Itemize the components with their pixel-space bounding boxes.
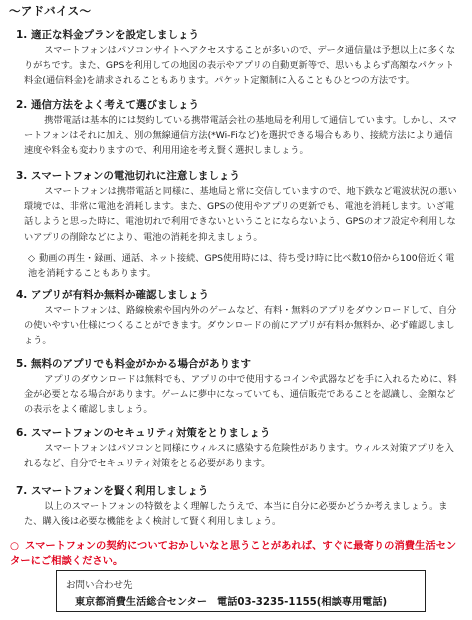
advice-title: 〜アドバイス〜 [9,4,92,18]
section-heading: 2. 通信方法をよく考えて選びましょう [16,99,199,111]
section-heading: 7. スマートフォンを賢く利用しましょう [16,485,209,497]
section-body [24,184,460,281]
circle-icon: ○ [10,540,19,552]
note-text: 動画の再生・録画、通話、ネット接続、GPS使用時には、待ち受け時に比べ数10倍から100倍近く電池を消耗することもあります。 [28,252,455,280]
section-heading: 4. アプリが有料か無料か確認しましょう [16,289,210,301]
consultation-alert [10,539,464,569]
section-body [24,372,460,418]
section-paragraph: スマートフォンはパソコンと同様にウィルスに感染する危険性があります。ウィルス対策アプリを入れるなど、自分でセキュリティ対策をとる必要があります。 [24,443,454,470]
diamond-icon: ◇ [28,252,36,264]
section-paragraph: 以上のスマートフォンの特徴をよく理解したうえで、本当に自分に必要かどうか考えましょう。また、購入後は必要な機能をよく検討して賢く利用しましょう。 [24,501,448,528]
section-paragraph: 携帯電話は基本的には契約している携帯電話会社の基地局を利用して通信しています。しかし、スマートフォンはそれに加え、別の無線通信方法(*Wi-Fiなど)を選択できる場合もあり、接続方法により通信速度や料金も変わりますので、利用用途を考え賢く選択しましょう。 [24,115,457,157]
section-paragraph: アプリのダウンロードは無料でも、アプリの中で使用するコインや武器などを手に入れるために、料金が必要となる場合があります。ゲームに夢中になっていても、通信販売であることを認識し、金額などの表示をよく確認しましょう。 [24,374,457,416]
contact-box [56,570,426,612]
contact-label: お問い合わせ先 [66,580,133,591]
section-paragraph: スマートフォンはパソコンサイトへアクセスすることが多いので、データ通信量は予想以上に多くなりがちです。また、GPSを利用しての地図の表示やアプリの自動更新等で、思いもよらず高額なパケット料金(通信料金)を請求されることもあります。パケット定額制に入ることもひとつの方法です。 [24,45,456,87]
contact-line [75,593,387,608]
section-heading: 1. 適正な料金プランを設定しましょう [16,29,199,41]
section-body [24,113,460,159]
alert-text: スマートフォンの契約についておかしいなと思うことがあれば、すぐに最寄りの消費生活センターにご相談ください。 [10,540,457,567]
section-body [24,303,460,349]
section-heading: 6. スマートフォンのセキュリティ対策をとりましょう [16,427,271,439]
contact-phone: 電話03-3235-1155(相談専用電話) [217,597,388,608]
contact-org: 東京都消費生活総合センター [75,597,208,608]
battery-note [24,251,460,281]
section-body [24,43,460,89]
section-heading: 5. 無料のアプリでも料金がかかる場合があります [16,358,252,370]
section-heading: 3. スマートフォンの電池切れに注意しましょう [16,170,240,182]
section-body [24,441,460,471]
section-paragraph: スマートフォンは、路線検索や国内外のゲームなど、有料・無料のアプリをダウンロードして、自分の使いやすい仕様につくることができます。ダウンロードの前にアプリが有料か無料か、必ず確認しましょう。 [24,305,457,347]
section-body [24,499,460,529]
section-paragraph: スマートフォンは携帯電話と同様に、基地局と常に交信していますので、地下鉄など電波状況の悪い環境では、非常に電池を消耗します。また、GPSの使用やアプリの更新でも、電池を消耗します。いざ電話しようと思った時に、電池切れで利用できないということにならないよう、GPSのオフ設定や利用しないアプリの削除などにより、電池の消耗を抑えましょう。 [24,186,457,243]
